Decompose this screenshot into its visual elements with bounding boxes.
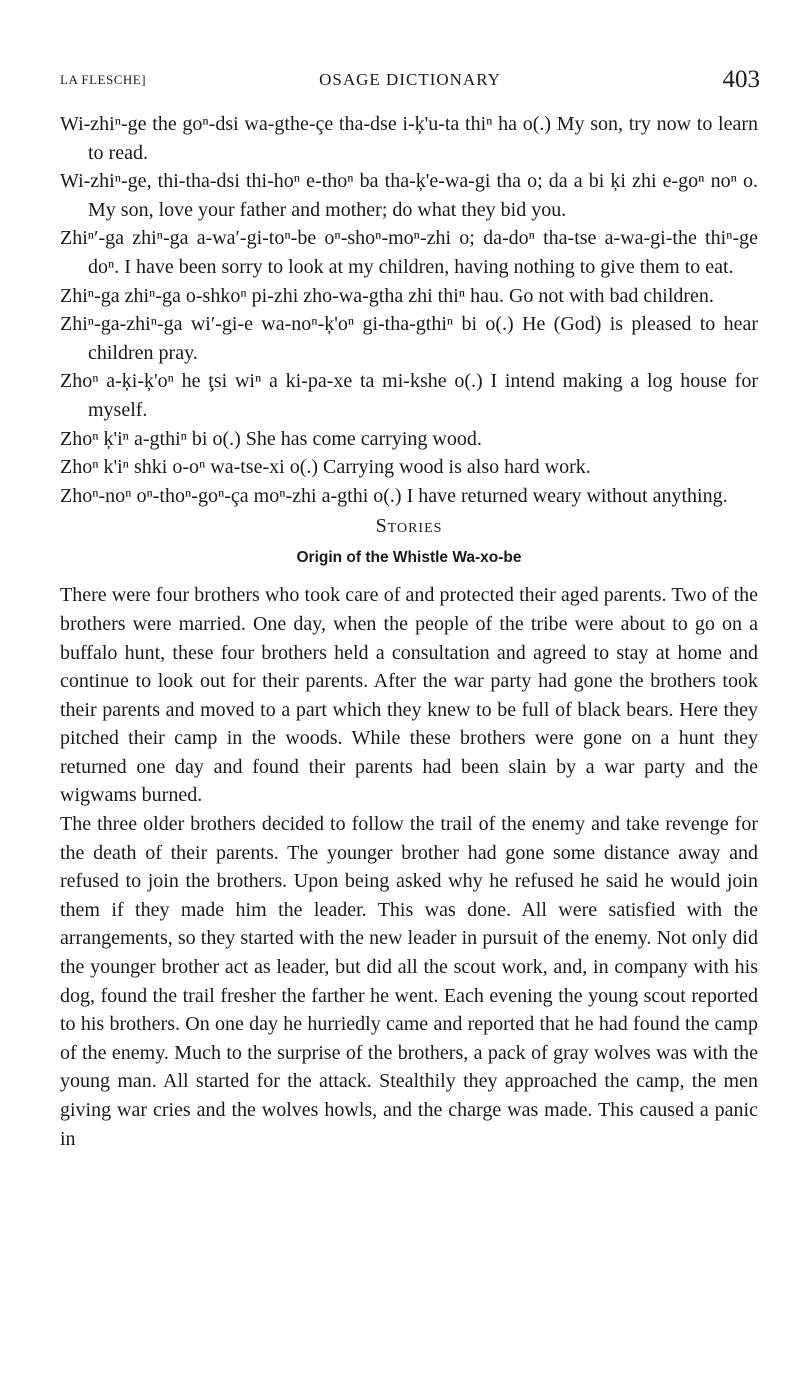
story-paragraph: There were four brothers who took care of and protected their aged parents. Two of the brothers were married. One day, when the people of the tribe were about to go on a buffalo hunt, these four brothers held a consultation and agreed to stay at home and continue to look out for their parents. After the war party had gone the brothers took their parents and moved to a part which they knew to be full of black bears. Here they pitched their camp in the woods. While these brothers were gone on a hunt they returned one day and found their parents had been slain by a war party and the wigwams burned. bbox=[60, 584, 758, 807]
dictionary-entry: Zhoⁿ k'iⁿ shki o-oⁿ wa-tse-xi o(.) Carrying wood is also hard work. bbox=[60, 456, 591, 479]
dictionary-entry: Zhoⁿ-noⁿ oⁿ-thoⁿ-goⁿ-ça moⁿ-zhi a-gthi o(.) I have returned weary without anything. bbox=[60, 484, 728, 507]
story-heading: Origin of the Whistle Wa-xo-be bbox=[296, 549, 522, 567]
story-paragraph: The three older brothers decided to follow the trail of the enemy and take revenge for the death of their parents. The younger brother had gone some distance away and refused to join the brothers. Upon being asked why he refused he said he would join them if they made him the leader. This was done. All were satisfied with the arrangements, so they started with the new leader in pursuit of the enemy. Not only did the younger brother act as leader, but did all the scout work, and, in company with his dog, found the trail fresher the farther he went. Each evening the young scout reported to his brothers. On one day he hurriedly came and reported that he had found the camp of the enemy. Much to the surprise of the brothers, a pack of gray wolves was with the young man. All started for the attack. Stealthily they approached the camp, the men giving war cries and the wolves howls, and the charge was made. This caused a panic in bbox=[60, 813, 758, 1150]
dictionary-entry: Zhiⁿ-ga zhiⁿ-ga o-shkoⁿ pi-zhi zho-wa-gtha zhi thiⁿ hau. Go not with bad children. bbox=[60, 284, 714, 307]
running-head-title: OSAGE DICTIONARY bbox=[319, 70, 501, 89]
dictionary-entry: Zhiⁿ′-ga zhiⁿ-ga a-wa′-gi-toⁿ-be oⁿ-shoⁿ-moⁿ-zhi o; da-doⁿ tha-tse a-wa-gi-the thiⁿ-ge doⁿ. I have been sorry to look at my children, having nothing to give them to eat. bbox=[60, 227, 758, 278]
dictionary-entry: Zhoⁿ ķ'iⁿ a-gthiⁿ bi o(.) She has come carrying wood. bbox=[60, 427, 482, 450]
page-number: 403 bbox=[722, 66, 760, 93]
dictionary-entry: Wi-zhiⁿ-ge, thi-tha-dsi thi-hoⁿ e-thoⁿ ba tha-ķ'e-wa-gi tha o; da a bi ķi zhi e-goⁿ noⁿ o. My son, love your father and mother; do what they bid you. bbox=[60, 170, 758, 221]
running-head-author: LA FLESCHE] bbox=[60, 72, 147, 87]
dictionary-entry: Zhiⁿ-ga-zhiⁿ-ga wi′-gi-e wa-noⁿ-ķ'oⁿ gi-tha-gthiⁿ bi o(.) He (God) is pleased to hear children pray. bbox=[60, 313, 758, 364]
page-header bbox=[60, 66, 760, 106]
section-heading: Stories bbox=[375, 515, 443, 538]
dictionary-entry: Wi-zhiⁿ-ge the goⁿ-dsi wa-gthe-çe tha-dse i-ķ'u-ta thiⁿ ha o(.) My son, try now to learn to read. bbox=[60, 113, 758, 164]
dictionary-entry: Zhoⁿ a-ķi-ķ'oⁿ he ţsi wiⁿ a ki-pa-xe ta mi-kshe o(.) I intend making a log house for myself. bbox=[60, 370, 758, 421]
page-body bbox=[60, 110, 758, 1153]
